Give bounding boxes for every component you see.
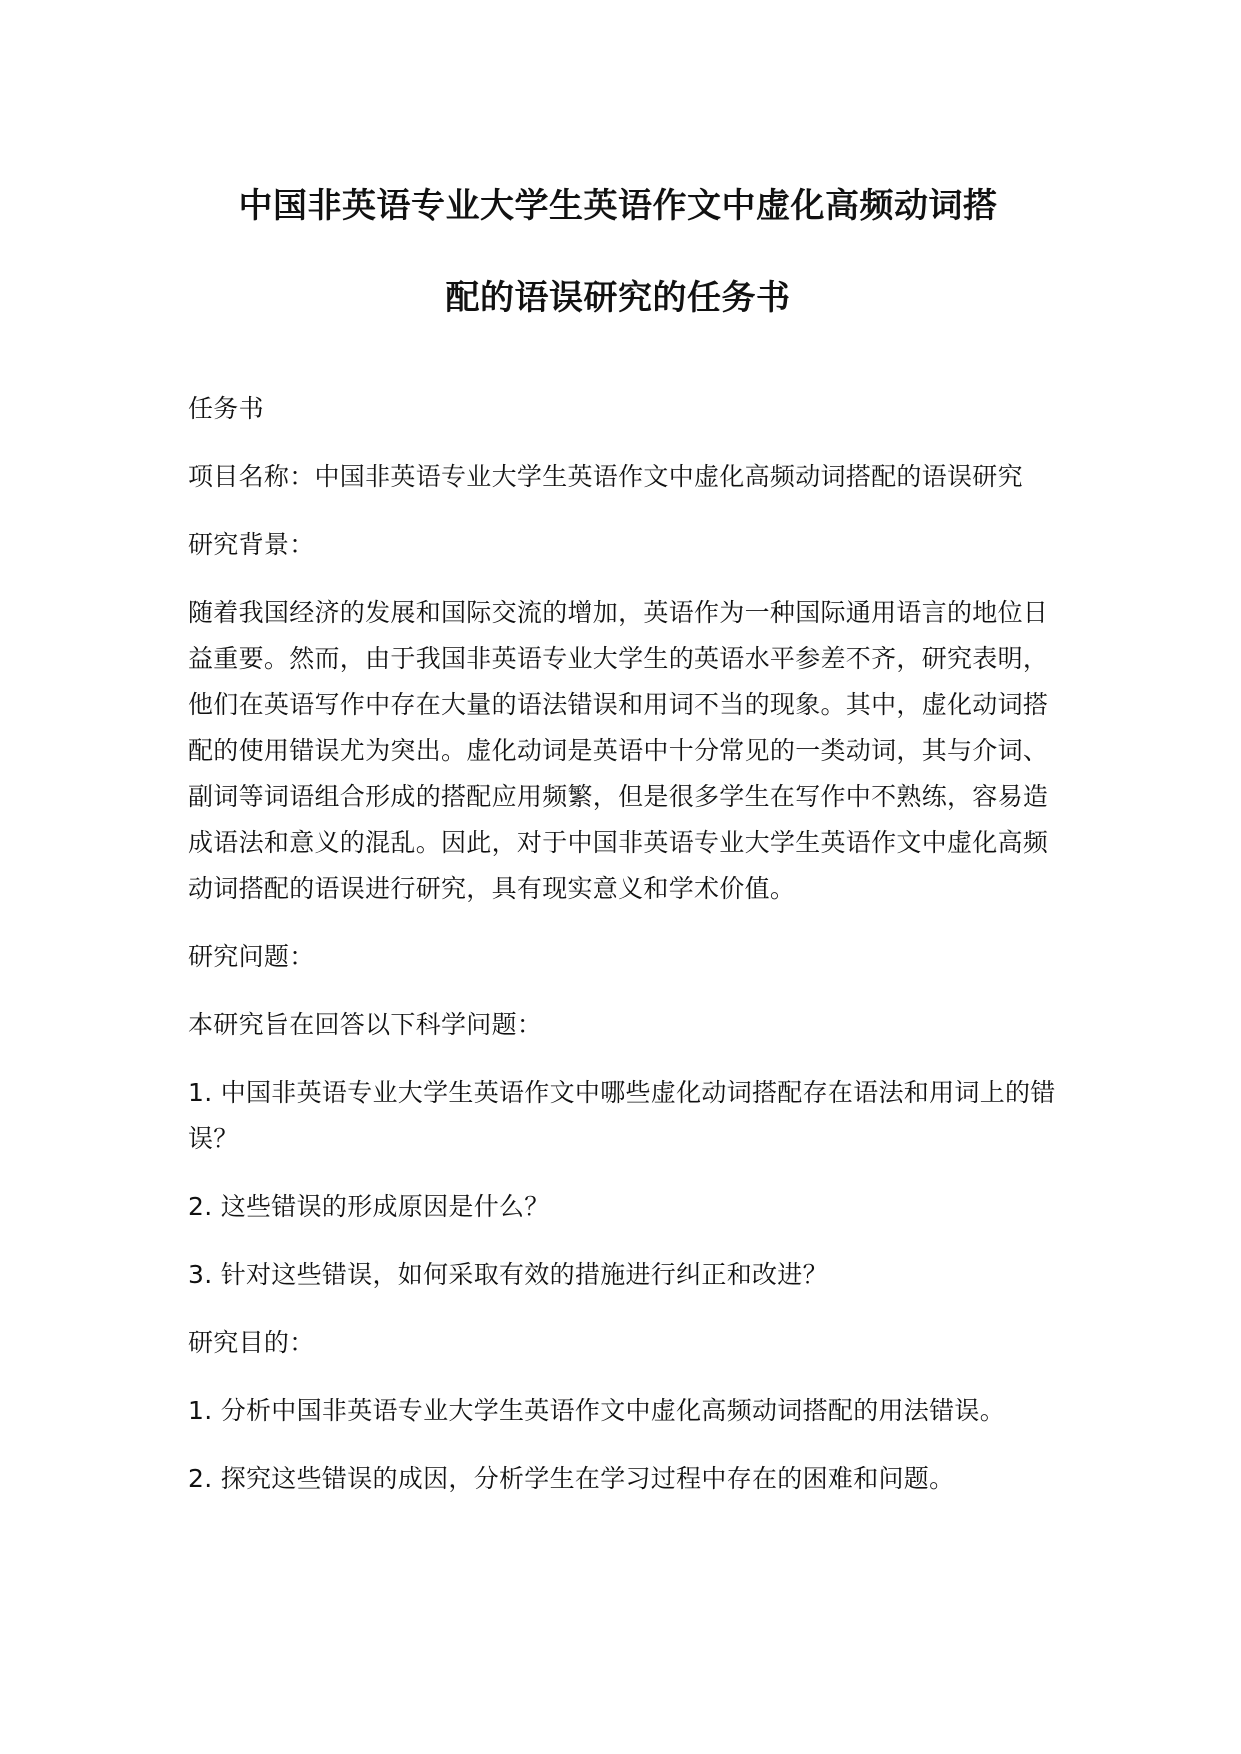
section-heading-questions: 研究问题： [188,942,315,971]
background-paragraph: 随着我国经济的发展和国际交流的增加，英语作为一种国际通用语言的地位日益重要。然而，由于我国非英语专业大学生的英语水平参差不齐，研究表明，他们在英语写作中存在大量的语法错误和用词不当的现象。其中，虚化动词搭配的使用错误尤为突出。虚化动词是英语中十分常见的一类动词，其与介词、副词等词语组合形成的搭配应用频繁，但是很多学生在写作中不熟练，容易造成语法和意义的混乱。因此，对于中国非英语专业大学生英语作文中虚化高频动词搭配的语误进行研究，具有现实意义和学术价值。 [188,598,1049,903]
question-item-1: 1. 中国非英语专业大学生英语作文中哪些虚化动词搭配存在语法和用词上的错误？ [188,1078,1056,1153]
title-line-1: 中国非英语专业大学生英语作文中虚化高频动词搭 [238,186,998,226]
document-body [188,386,1068,1502]
section-label-taskbook: 任务书 [188,394,264,423]
document-title [178,160,1058,344]
question-item-2: 2. 这些错误的形成原因是什么？ [188,1192,550,1221]
title-line-2: 配的语误研究的任务书 [445,278,791,318]
questions-intro: 本研究旨在回答以下科学问题： [188,1010,543,1039]
objective-item-1: 1. 分析中国非英语专业大学生英语作文中虚化高频动词搭配的用法错误。 [188,1396,1006,1425]
section-heading-background: 研究背景： [188,530,315,559]
objective-item-2: 2. 探究这些错误的成因，分析学生在学习过程中存在的困难和问题。 [188,1464,955,1493]
document-page [188,160,1088,1524]
section-heading-objectives: 研究目的： [188,1328,315,1357]
project-name-paragraph: 项目名称：中国非英语专业大学生英语作文中虚化高频动词搭配的语误研究 [188,462,1023,491]
question-item-3: 3. 针对这些错误，如何采取有效的措施进行纠正和改进？ [188,1260,828,1289]
